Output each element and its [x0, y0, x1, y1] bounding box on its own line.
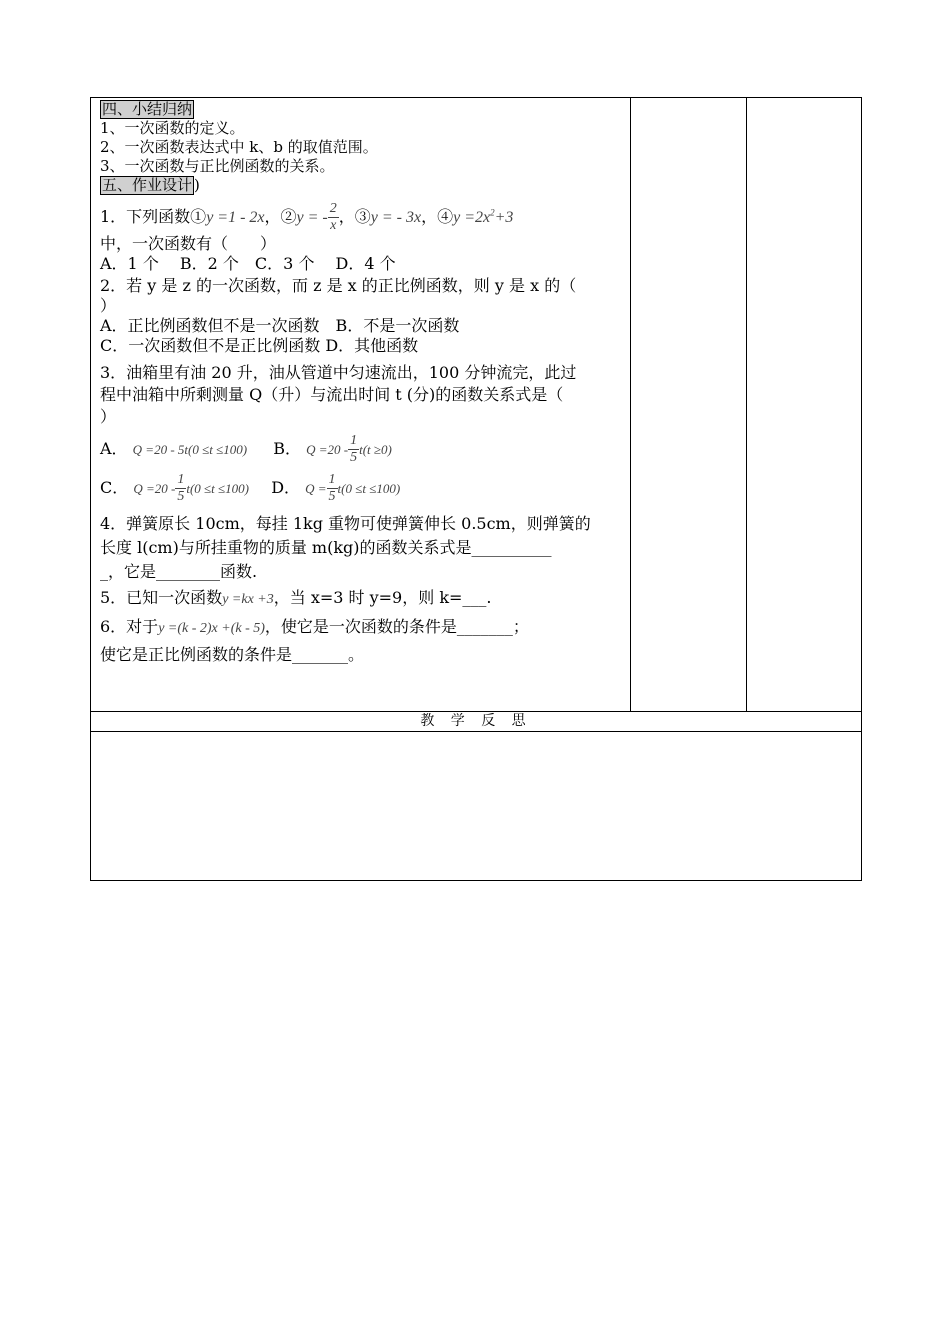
- q3-option-c-fraction: [175, 472, 186, 505]
- q3-line-2: 程中油箱中所剩测量 Q（升）与流出时间 t (分)的函数关系式是（: [100, 385, 564, 404]
- q3-option-a-label: A．: [100, 439, 128, 458]
- summary-heading: 四、小结归纳: [102, 100, 193, 118]
- empty-cell-3: [747, 98, 862, 712]
- reflection-body[interactable]: [91, 732, 862, 881]
- q3-option-b-label: B．: [273, 439, 302, 458]
- homework-heading: 五、作业设计: [102, 176, 193, 194]
- q6-suffix: ，使它是一次函数的条件是_______；: [264, 617, 529, 636]
- q5-prefix: 5．已知一次函数: [100, 588, 223, 607]
- q2-close: ）: [100, 296, 117, 315]
- reflection-body-row: [91, 732, 862, 881]
- q3-b-numerator: 1: [350, 433, 358, 448]
- question-3: [100, 362, 622, 506]
- q1-fraction-denominator: x: [330, 218, 337, 233]
- q2-options-ab: A．正比例函数但不是一次函数 B．不是一次函数: [100, 316, 460, 335]
- q1-line-2: 中，一次函数有（ ）: [100, 234, 277, 253]
- q4-line-1: 4．弹簧原长 10cm，每挂 1kg 重物可使弹簧伸长 0.5cm，则弹簧的: [100, 514, 591, 533]
- q3-option-d-fraction: [327, 472, 338, 505]
- content-cell: [91, 98, 631, 712]
- q3-c-denominator: 5: [177, 489, 185, 504]
- q1-sep-3: ，③: [338, 207, 371, 226]
- question-5: [100, 586, 622, 612]
- q4-line-2: 长度 l(cm)与所挂重物的质量 m(kg)的函数关系式是__________: [100, 538, 552, 557]
- q3-d-numerator: 1: [328, 472, 336, 487]
- summary-section: [100, 100, 622, 195]
- q5-expr: y =kx +3: [222, 592, 274, 607]
- q1-formula-1: y =1 - 2x: [206, 209, 265, 226]
- q1-formula-4-tail: +3: [494, 209, 514, 226]
- q3-option-c-pre: Q =20 -: [133, 481, 176, 496]
- q3-option-c-post: t(0 ≤t ≤100): [186, 481, 249, 496]
- q3-option-b-post: t(t ≥0): [359, 442, 392, 457]
- q6-prefix: 6．对于: [100, 617, 159, 636]
- q4-line-3: _，它是________函数.: [100, 562, 258, 581]
- q3-option-d-post: t(0 ≤t ≤100): [337, 481, 401, 496]
- q3-option-d-pre: Q =: [305, 481, 327, 496]
- q3-options-cd: [100, 470, 622, 506]
- empty-cell-2: [631, 98, 747, 712]
- homework-heading-suffix: ): [194, 176, 200, 194]
- q3-option-b-pre: Q =20 -: [306, 442, 349, 457]
- lesson-table: [90, 97, 862, 881]
- q2-text: 2．若 y 是 z 的一次函数，而 z 是 x 的正比例函数，则 y 是 x 的（: [100, 276, 577, 295]
- q5-suffix: ，当 x=3 时 y=9，则 k=___.: [273, 588, 492, 607]
- q3-d-denominator: 5: [328, 489, 336, 504]
- q1-fraction-numerator: 2: [329, 201, 337, 216]
- summary-item-1: 1、一次函数的定义。: [100, 119, 245, 137]
- reflection-title: 教 学 反 思: [91, 712, 862, 732]
- q1-sep-4: ，④: [421, 207, 454, 226]
- q1-formula-3: y = - 3x: [370, 209, 422, 226]
- q3-option-a-expr: Q =20 - 5t(0 ≤t ≤100): [132, 442, 248, 457]
- q3-option-b-fraction: [348, 433, 359, 466]
- q2-options-cd: C．一次函数但不是正比例函数 D．其他函数: [100, 336, 419, 355]
- question-4: [100, 512, 622, 584]
- q6-expr: y =(k - 2)x +(k - 5): [158, 621, 265, 636]
- question-2: [100, 276, 622, 356]
- q3-c-numerator: 1: [177, 472, 185, 487]
- summary-item-3: 3、一次函数与正比例函数的关系。: [100, 157, 335, 175]
- q1-formula-2-lhs: y = -: [296, 209, 328, 226]
- summary-item-2: 2、一次函数表达式中 k、b 的取值范围。: [100, 138, 378, 156]
- q1-formula-4: y =2x: [453, 209, 491, 226]
- q1-prefix: 1．下列函数①: [100, 207, 207, 226]
- q1-formula-4-exponent: 2: [490, 207, 495, 218]
- q6-line-2: 使它是正比例函数的条件是_______。: [100, 645, 365, 664]
- question-1: [100, 201, 622, 274]
- q3-line-1: 3．油箱里有油 20 升，油从管道中匀速流出，100 分钟流完，此过: [100, 363, 577, 382]
- q1-sep-2: ，②: [264, 207, 297, 226]
- q3-close: ）: [100, 407, 117, 426]
- reflection-title-row: [91, 712, 862, 732]
- q3-option-d-label: D．: [271, 478, 301, 497]
- q3-options-ab: [100, 432, 622, 466]
- q3-option-c-label: C．: [100, 478, 129, 497]
- q1-formula-2-fraction: [328, 201, 339, 234]
- content-row: [91, 98, 862, 712]
- q1-options: A．1 个 B．2 个 C．3 个 D．4 个: [100, 254, 396, 273]
- q3-b-denominator: 5: [350, 450, 358, 465]
- question-6: [100, 614, 622, 668]
